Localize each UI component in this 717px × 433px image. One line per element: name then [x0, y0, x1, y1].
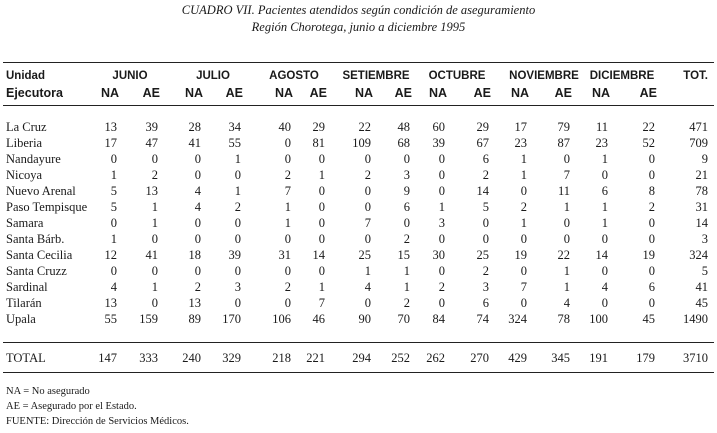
- header-sub-ae: AE: [309, 86, 327, 100]
- total-value: 333: [139, 351, 158, 365]
- row-value: 0: [318, 152, 325, 166]
- row-value: 0: [438, 184, 445, 198]
- row-value: 1: [284, 200, 291, 214]
- row-value: 34: [228, 120, 241, 134]
- row-value: 30: [432, 248, 445, 262]
- row-value: 0: [482, 216, 489, 230]
- row-value: 6: [648, 280, 655, 294]
- header-total: TOT.: [683, 70, 708, 82]
- row-value: 84: [432, 312, 445, 326]
- row-value: 0: [648, 264, 655, 278]
- row-value: 109: [352, 136, 371, 150]
- row-total: 14: [695, 216, 708, 230]
- row-value: 13: [145, 184, 158, 198]
- row-value: 1: [318, 168, 325, 182]
- row-value: 1: [520, 168, 527, 182]
- row-value: 0: [234, 296, 241, 310]
- header-unit-line2: Ejecutora: [6, 86, 63, 100]
- row-value: 2: [520, 200, 527, 214]
- total-value: 262: [426, 351, 445, 365]
- row-value: 0: [194, 232, 201, 246]
- row-total: 9: [701, 152, 708, 166]
- row-value: 0: [151, 264, 158, 278]
- row-value: 2: [364, 168, 371, 182]
- header-sub-na: NA: [100, 86, 119, 100]
- row-value: 1: [151, 200, 158, 214]
- total-value: 147: [98, 351, 117, 365]
- row-value: 1: [403, 280, 410, 294]
- row-value: 1: [403, 264, 410, 278]
- row-value: 4: [110, 280, 117, 294]
- row-value: 0: [438, 264, 445, 278]
- table-title: CUADRO VII. Pacientes atendidos según condición de aseguramiento: [181, 3, 536, 17]
- row-value: 17: [514, 120, 527, 134]
- row-value: 1: [520, 152, 527, 166]
- row-total: 21: [695, 168, 708, 182]
- row-value: 1: [318, 280, 325, 294]
- row-value: 0: [403, 216, 410, 230]
- row-total: 45: [695, 296, 708, 310]
- row-value: 31: [278, 248, 291, 262]
- row-value: 11: [557, 184, 570, 198]
- row-value: 4: [194, 200, 201, 214]
- row-value: 39: [228, 248, 241, 262]
- row-unit-label: Santa Bárb.: [6, 232, 65, 246]
- row-value: 48: [397, 120, 410, 134]
- row-value: 7: [520, 280, 527, 294]
- row-value: 13: [104, 120, 117, 134]
- row-value: 6: [601, 184, 608, 198]
- row-value: 0: [194, 216, 201, 230]
- row-value: 1: [110, 168, 117, 182]
- row-value: 14: [595, 248, 608, 262]
- header-month-junio: JUNIO: [112, 70, 148, 82]
- row-value: 19: [514, 248, 527, 262]
- row-value: 170: [222, 312, 241, 326]
- row-value: 1: [234, 184, 241, 198]
- row-value: 2: [482, 264, 489, 278]
- row-total: 78: [695, 184, 708, 198]
- row-value: 1: [601, 152, 608, 166]
- note-na: NA = No asegurado: [6, 386, 90, 397]
- row-value: 0: [520, 264, 527, 278]
- row-value: 6: [482, 296, 489, 310]
- row-value: 1: [364, 264, 371, 278]
- row-value: 0: [284, 232, 291, 246]
- header-sub-na: NA: [591, 86, 610, 100]
- row-value: 4: [194, 184, 201, 198]
- header-sub-na: NA: [274, 86, 293, 100]
- row-value: 39: [145, 120, 158, 134]
- row-value: 79: [557, 120, 570, 134]
- row-value: 0: [284, 152, 291, 166]
- total-value: 191: [589, 351, 608, 365]
- row-value: 67: [476, 136, 489, 150]
- row-value: 159: [139, 312, 158, 326]
- row-value: 1: [284, 216, 291, 230]
- row-total: 709: [689, 136, 708, 150]
- row-value: 2: [284, 168, 291, 182]
- row-value: 0: [438, 168, 445, 182]
- row-unit-label: Nandayure: [6, 152, 61, 166]
- header-month-octubre: OCTUBRE: [428, 70, 486, 82]
- header-sub-na: NA: [184, 86, 203, 100]
- row-value: 3: [438, 216, 445, 230]
- row-value: 17: [104, 136, 117, 150]
- row-unit-label: La Cruz: [6, 120, 47, 134]
- row-value: 60: [432, 120, 445, 134]
- row-value: 52: [642, 136, 655, 150]
- header-sub-ae: AE: [394, 86, 412, 100]
- row-unit-label: Liberia: [6, 136, 43, 150]
- row-unit-label: Sardinal: [6, 280, 48, 294]
- table-subtitle: Región Chorotega, junio a diciembre 1995: [251, 20, 466, 34]
- row-value: 0: [482, 232, 489, 246]
- row-value: 22: [358, 120, 371, 134]
- row-value: 0: [110, 216, 117, 230]
- row-value: 0: [520, 296, 527, 310]
- row-value: 2: [234, 200, 241, 214]
- row-value: 2: [403, 296, 410, 310]
- row-value: 0: [318, 232, 325, 246]
- row-value: 1: [110, 232, 117, 246]
- row-value: 41: [188, 136, 201, 150]
- row-value: 40: [278, 120, 291, 134]
- row-value: 12: [104, 248, 117, 262]
- row-value: 1: [520, 216, 527, 230]
- bottom-rule: [3, 372, 714, 373]
- row-value: 0: [601, 168, 608, 182]
- row-value: 0: [648, 296, 655, 310]
- total-value: 252: [391, 351, 410, 365]
- row-value: 1: [563, 280, 570, 294]
- row-value: 1: [151, 216, 158, 230]
- row-value: 0: [318, 216, 325, 230]
- row-total: 5: [701, 264, 708, 278]
- row-value: 23: [595, 136, 608, 150]
- row-value: 106: [272, 312, 291, 326]
- row-value: 3: [234, 280, 241, 294]
- total-value: 240: [182, 351, 201, 365]
- row-value: 90: [358, 312, 371, 326]
- row-value: 78: [557, 312, 570, 326]
- row-value: 29: [312, 120, 325, 134]
- row-value: 0: [520, 184, 527, 198]
- row-value: 2: [648, 200, 655, 214]
- header-month-setiembre: SETIEMBRE: [342, 70, 410, 82]
- row-value: 0: [364, 296, 371, 310]
- row-value: 324: [508, 312, 527, 326]
- row-value: 7: [364, 216, 371, 230]
- row-value: 5: [110, 200, 117, 214]
- row-value: 0: [438, 296, 445, 310]
- row-value: 1: [563, 200, 570, 214]
- row-value: 0: [151, 152, 158, 166]
- row-unit-label: Nuevo Arenal: [6, 184, 76, 198]
- row-value: 2: [482, 168, 489, 182]
- total-value: 218: [272, 351, 291, 365]
- row-unit-label: Upala: [6, 312, 36, 326]
- row-value: 22: [642, 120, 655, 134]
- row-unit-label: Samara: [6, 216, 44, 230]
- row-value: 0: [110, 264, 117, 278]
- row-unit-label: Santa Cruzz: [6, 264, 67, 278]
- row-value: 7: [563, 168, 570, 182]
- row-value: 0: [601, 264, 608, 278]
- row-value: 70: [397, 312, 410, 326]
- row-value: 4: [601, 280, 608, 294]
- row-value: 46: [312, 312, 325, 326]
- row-value: 0: [648, 152, 655, 166]
- row-value: 0: [194, 152, 201, 166]
- grand-total: 3710: [683, 351, 708, 365]
- total-value: 179: [636, 351, 655, 365]
- header-sub-na: NA: [428, 86, 447, 100]
- row-value: 2: [151, 168, 158, 182]
- row-value: 1: [563, 264, 570, 278]
- row-value: 0: [234, 264, 241, 278]
- row-value: 3: [482, 280, 489, 294]
- row-value: 0: [318, 184, 325, 198]
- row-value: 100: [589, 312, 608, 326]
- row-value: 45: [642, 312, 655, 326]
- row-value: 13: [188, 296, 201, 310]
- row-value: 4: [364, 280, 371, 294]
- row-value: 25: [476, 248, 489, 262]
- row-value: 0: [284, 136, 291, 150]
- row-value: 0: [318, 200, 325, 214]
- row-value: 15: [397, 248, 410, 262]
- row-value: 13: [104, 296, 117, 310]
- row-value: 87: [557, 136, 570, 150]
- total-value: 294: [352, 351, 371, 365]
- row-value: 0: [648, 216, 655, 230]
- row-value: 0: [234, 232, 241, 246]
- row-value: 2: [194, 280, 201, 294]
- row-value: 7: [318, 296, 325, 310]
- row-total: 41: [695, 280, 708, 294]
- top-rule: [3, 62, 714, 63]
- row-value: 9: [403, 184, 410, 198]
- row-value: 0: [151, 296, 158, 310]
- row-value: 89: [188, 312, 201, 326]
- row-value: 23: [514, 136, 527, 150]
- row-value: 14: [312, 248, 325, 262]
- header-month-julio: JULIO: [196, 70, 230, 82]
- row-value: 11: [595, 120, 608, 134]
- header-sub-na: NA: [510, 86, 529, 100]
- row-total: 3: [701, 232, 708, 246]
- row-value: 0: [364, 152, 371, 166]
- row-value: 0: [648, 168, 655, 182]
- row-value: 25: [358, 248, 371, 262]
- header-rule: [3, 105, 714, 106]
- row-total: 1490: [683, 312, 708, 326]
- row-value: 0: [601, 232, 608, 246]
- row-value: 0: [403, 152, 410, 166]
- row-value: 0: [364, 200, 371, 214]
- row-value: 0: [438, 232, 445, 246]
- header-month-diciembre: DICIEMBRE: [589, 70, 655, 82]
- row-value: 0: [648, 232, 655, 246]
- row-value: 41: [145, 248, 158, 262]
- row-value: 0: [194, 264, 201, 278]
- row-value: 2: [438, 280, 445, 294]
- row-value: 0: [234, 168, 241, 182]
- row-value: 0: [364, 232, 371, 246]
- row-value: 0: [318, 264, 325, 278]
- row-value: 1: [438, 200, 445, 214]
- row-value: 5: [482, 200, 489, 214]
- row-value: 81: [312, 136, 325, 150]
- header-sub-ae: AE: [142, 86, 160, 100]
- row-value: 28: [188, 120, 201, 134]
- total-label: TOTAL: [6, 351, 46, 365]
- row-value: 19: [642, 248, 655, 262]
- header-month-agosto: AGOSTO: [269, 70, 319, 82]
- row-value: 0: [601, 296, 608, 310]
- row-value: 74: [476, 312, 489, 326]
- row-value: 55: [104, 312, 117, 326]
- total-value: 429: [508, 351, 527, 365]
- row-value: 0: [151, 232, 158, 246]
- row-value: 0: [563, 216, 570, 230]
- total-top-rule: [3, 342, 714, 343]
- row-value: 8: [648, 184, 655, 198]
- row-value: 1: [601, 200, 608, 214]
- total-value: 329: [222, 351, 241, 365]
- note-ae: AE = Asegurado por el Estado.: [6, 401, 137, 412]
- row-value: 47: [145, 136, 158, 150]
- row-value: 0: [520, 232, 527, 246]
- row-total: 324: [689, 248, 708, 262]
- row-value: 6: [482, 152, 489, 166]
- row-value: 5: [110, 184, 117, 198]
- total-value: 270: [470, 351, 489, 365]
- row-value: 39: [432, 136, 445, 150]
- header-sub-na: NA: [354, 86, 373, 100]
- row-total: 471: [689, 120, 708, 134]
- header-sub-ae: AE: [225, 86, 243, 100]
- row-value: 0: [110, 152, 117, 166]
- row-unit-label: Tilarán: [6, 296, 42, 310]
- row-value: 0: [284, 296, 291, 310]
- row-value: 0: [234, 216, 241, 230]
- row-value: 14: [476, 184, 489, 198]
- total-value: 345: [551, 351, 570, 365]
- row-value: 6: [403, 200, 410, 214]
- note-source: FUENTE: Dirección de Servicios Médicos.: [6, 416, 189, 427]
- row-value: 3: [403, 168, 410, 182]
- header-sub-ae: AE: [473, 86, 491, 100]
- row-value: 0: [563, 232, 570, 246]
- row-value: 2: [284, 280, 291, 294]
- row-value: 1: [234, 152, 241, 166]
- row-unit-label: Santa Cecilia: [6, 248, 73, 262]
- header-sub-ae: AE: [639, 86, 657, 100]
- row-total: 31: [695, 200, 708, 214]
- row-value: 4: [563, 296, 570, 310]
- row-value: 22: [557, 248, 570, 262]
- header-sub-ae: AE: [554, 86, 572, 100]
- header-unit-line1: Unidad: [6, 70, 45, 82]
- row-value: 0: [284, 264, 291, 278]
- row-value: 0: [364, 184, 371, 198]
- row-value: 1: [151, 280, 158, 294]
- row-value: 55: [228, 136, 241, 150]
- row-value: 68: [397, 136, 410, 150]
- row-value: 0: [438, 152, 445, 166]
- row-value: 2: [403, 232, 410, 246]
- row-unit-label: Nicoya: [6, 168, 43, 182]
- row-value: 0: [194, 168, 201, 182]
- row-value: 18: [188, 248, 201, 262]
- total-value: 221: [306, 351, 325, 365]
- row-value: 1: [601, 216, 608, 230]
- header-month-noviembre: NOVIEMBRE: [509, 70, 579, 82]
- row-value: 7: [284, 184, 291, 198]
- row-unit-label: Paso Tempisque: [6, 200, 88, 214]
- row-value: 29: [476, 120, 489, 134]
- row-value: 0: [563, 152, 570, 166]
